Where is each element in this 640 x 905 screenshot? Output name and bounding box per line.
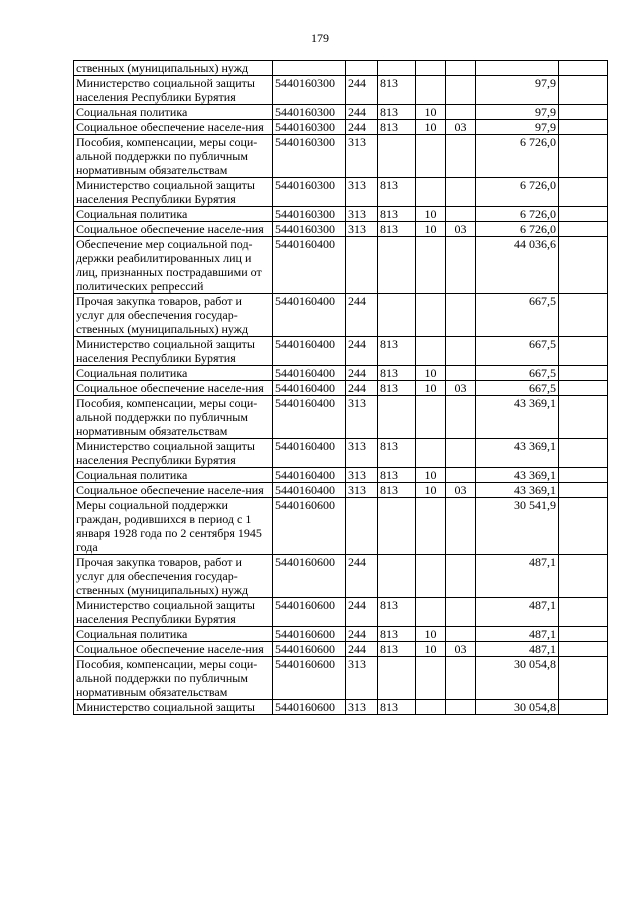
- extra-cell: [559, 237, 608, 294]
- table-row: [74, 294, 608, 337]
- table-row: [74, 366, 608, 381]
- expense-type-cell: 244: [346, 555, 378, 598]
- subsection-cell: [446, 468, 476, 483]
- extra-cell: [559, 396, 608, 439]
- section-cell: [416, 555, 446, 598]
- amount-cell: 43 369,1: [476, 468, 559, 483]
- expense-type-cell: 313: [346, 135, 378, 178]
- target-article-cell: 5440160300: [273, 76, 346, 105]
- section-cell: 10: [416, 627, 446, 642]
- subsection-cell: [446, 105, 476, 120]
- section-cell: [416, 396, 446, 439]
- subsection-cell: [446, 396, 476, 439]
- row-name-cell: Социальное обеспечение населе-ния: [74, 483, 273, 498]
- expense-type-cell: 244: [346, 105, 378, 120]
- section-cell: [416, 657, 446, 700]
- amount-cell: 667,5: [476, 381, 559, 396]
- amount-cell: 44 036,6: [476, 237, 559, 294]
- grbs-cell: 813: [378, 178, 416, 207]
- subsection-cell: 03: [446, 120, 476, 135]
- amount-cell: 43 369,1: [476, 439, 559, 468]
- target-article-cell: 5440160400: [273, 381, 346, 396]
- expense-type-cell: 313: [346, 700, 378, 715]
- budget-table: [73, 60, 608, 715]
- amount-cell: 6 726,0: [476, 135, 559, 178]
- grbs-cell: [378, 555, 416, 598]
- grbs-cell: 813: [378, 222, 416, 237]
- amount-cell: 43 369,1: [476, 483, 559, 498]
- amount-cell: 6 726,0: [476, 178, 559, 207]
- grbs-cell: 813: [378, 207, 416, 222]
- subsection-cell: 03: [446, 222, 476, 237]
- grbs-cell: [378, 135, 416, 178]
- row-name-cell: Социальное обеспечение населе-ния: [74, 222, 273, 237]
- extra-cell: [559, 76, 608, 105]
- grbs-cell: 813: [378, 337, 416, 366]
- table-row: [74, 222, 608, 237]
- extra-cell: [559, 366, 608, 381]
- target-article-cell: 5440160300: [273, 105, 346, 120]
- grbs-cell: 813: [378, 627, 416, 642]
- target-article-cell: 5440160600: [273, 657, 346, 700]
- row-name-cell: Министерство социальной защиты населения Республики Бурятия: [74, 337, 273, 366]
- row-name-cell: Социальная политика: [74, 105, 273, 120]
- table-row: [74, 396, 608, 439]
- row-name-cell: Министерство социальной защиты населения Республики Бурятия: [74, 178, 273, 207]
- target-article-cell: 5440160600: [273, 598, 346, 627]
- table-row: [74, 468, 608, 483]
- table-row: [74, 627, 608, 642]
- target-article-cell: 5440160400: [273, 468, 346, 483]
- target-article-cell: 5440160600: [273, 700, 346, 715]
- table-row: [74, 337, 608, 366]
- row-name-cell: Пособия, компенсации, меры соци-альной поддержки по публичным нормативным обязательствам: [74, 396, 273, 439]
- row-name-cell: ственных (муниципальных) нужд: [74, 61, 273, 76]
- expense-type-cell: 244: [346, 627, 378, 642]
- expense-type-cell: 313: [346, 396, 378, 439]
- row-name-cell: Социальная политика: [74, 468, 273, 483]
- grbs-cell: [378, 294, 416, 337]
- section-cell: 10: [416, 381, 446, 396]
- row-name-cell: Министерство социальной защиты населения Республики Бурятия: [74, 598, 273, 627]
- amount-cell: 487,1: [476, 642, 559, 657]
- extra-cell: [559, 642, 608, 657]
- extra-cell: [559, 555, 608, 598]
- target-article-cell: 5440160400: [273, 483, 346, 498]
- amount-cell: [476, 61, 559, 76]
- section-cell: 10: [416, 207, 446, 222]
- grbs-cell: 813: [378, 642, 416, 657]
- row-name-cell: Министерство социальной защиты: [74, 700, 273, 715]
- extra-cell: [559, 178, 608, 207]
- row-name-cell: Меры социальной поддержки граждан, родившихся в период с 1 января 1928 года по 2 сентября 1945 года: [74, 498, 273, 555]
- page-number: 179: [311, 31, 329, 45]
- target-article-cell: 5440160400: [273, 439, 346, 468]
- grbs-cell: 813: [378, 598, 416, 627]
- row-name-cell: Социальное обеспечение населе-ния: [74, 120, 273, 135]
- expense-type-cell: 244: [346, 366, 378, 381]
- expense-type-cell: 244: [346, 642, 378, 657]
- section-cell: [416, 598, 446, 627]
- extra-cell: [559, 120, 608, 135]
- amount-cell: 97,9: [476, 120, 559, 135]
- extra-cell: [559, 135, 608, 178]
- row-name-cell: Социальная политика: [74, 207, 273, 222]
- target-article-cell: 5440160300: [273, 207, 346, 222]
- table-row: [74, 498, 608, 555]
- table-row: [74, 642, 608, 657]
- subsection-cell: [446, 366, 476, 381]
- expense-type-cell: 244: [346, 120, 378, 135]
- grbs-cell: 813: [378, 381, 416, 396]
- subsection-cell: 03: [446, 483, 476, 498]
- row-name-cell: Министерство социальной защиты населения Республики Бурятия: [74, 439, 273, 468]
- expense-type-cell: 313: [346, 483, 378, 498]
- expense-type-cell: 313: [346, 657, 378, 700]
- subsection-cell: [446, 135, 476, 178]
- subsection-cell: [446, 294, 476, 337]
- subsection-cell: [446, 178, 476, 207]
- section-cell: [416, 498, 446, 555]
- section-cell: 10: [416, 468, 446, 483]
- grbs-cell: [378, 657, 416, 700]
- amount-cell: 30 054,8: [476, 700, 559, 715]
- expense-type-cell: [346, 237, 378, 294]
- expense-type-cell: 313: [346, 468, 378, 483]
- table-row: [74, 237, 608, 294]
- subsection-cell: [446, 237, 476, 294]
- grbs-cell: [378, 237, 416, 294]
- section-cell: 10: [416, 483, 446, 498]
- amount-cell: 30 054,8: [476, 657, 559, 700]
- subsection-cell: [446, 598, 476, 627]
- target-article-cell: 5440160600: [273, 498, 346, 555]
- target-article-cell: 5440160600: [273, 627, 346, 642]
- target-article-cell: 5440160400: [273, 366, 346, 381]
- grbs-cell: 813: [378, 483, 416, 498]
- amount-cell: 30 541,9: [476, 498, 559, 555]
- section-cell: [416, 61, 446, 76]
- extra-cell: [559, 105, 608, 120]
- row-name-cell: Социальная политика: [74, 366, 273, 381]
- table-row: [74, 439, 608, 468]
- section-cell: [416, 337, 446, 366]
- amount-cell: 97,9: [476, 105, 559, 120]
- subsection-cell: 03: [446, 642, 476, 657]
- subsection-cell: [446, 555, 476, 598]
- extra-cell: [559, 598, 608, 627]
- row-name-cell: Социальная политика: [74, 627, 273, 642]
- expense-type-cell: 313: [346, 222, 378, 237]
- section-cell: [416, 294, 446, 337]
- extra-cell: [559, 483, 608, 498]
- extra-cell: [559, 468, 608, 483]
- grbs-cell: [378, 396, 416, 439]
- amount-cell: 6 726,0: [476, 207, 559, 222]
- subsection-cell: [446, 337, 476, 366]
- amount-cell: 667,5: [476, 294, 559, 337]
- section-cell: [416, 700, 446, 715]
- target-article-cell: 5440160300: [273, 178, 346, 207]
- section-cell: [416, 439, 446, 468]
- section-cell: 10: [416, 120, 446, 135]
- grbs-cell: 813: [378, 468, 416, 483]
- extra-cell: [559, 627, 608, 642]
- amount-cell: 6 726,0: [476, 222, 559, 237]
- target-article-cell: 5440160600: [273, 642, 346, 657]
- section-cell: 10: [416, 222, 446, 237]
- table-row: [74, 381, 608, 396]
- extra-cell: [559, 294, 608, 337]
- amount-cell: 43 369,1: [476, 396, 559, 439]
- table-row: [74, 700, 608, 715]
- subsection-cell: [446, 700, 476, 715]
- section-cell: [416, 178, 446, 207]
- target-article-cell: 5440160300: [273, 135, 346, 178]
- row-name-cell: Пособия, компенсации, меры соци-альной поддержки по публичным нормативным обязательствам: [74, 135, 273, 178]
- table-row: [74, 657, 608, 700]
- row-name-cell: Министерство социальной защиты населения Республики Бурятия: [74, 76, 273, 105]
- subsection-cell: [446, 627, 476, 642]
- table-row: [74, 178, 608, 207]
- amount-cell: 97,9: [476, 76, 559, 105]
- target-article-cell: 5440160300: [273, 222, 346, 237]
- row-name-cell: Социальное обеспечение населе-ния: [74, 642, 273, 657]
- extra-cell: [559, 498, 608, 555]
- subsection-cell: [446, 76, 476, 105]
- table-row: [74, 61, 608, 76]
- expense-type-cell: 244: [346, 294, 378, 337]
- section-cell: 10: [416, 366, 446, 381]
- extra-cell: [559, 222, 608, 237]
- section-cell: [416, 76, 446, 105]
- amount-cell: 487,1: [476, 598, 559, 627]
- table-row: [74, 76, 608, 105]
- grbs-cell: 813: [378, 105, 416, 120]
- row-name-cell: Пособия, компенсации, меры соци-альной поддержки по публичным нормативным обязательствам: [74, 657, 273, 700]
- expense-type-cell: 244: [346, 76, 378, 105]
- row-name-cell: Прочая закупка товаров, работ и услуг для обеспечения государ-ственных (муниципальных) нужд: [74, 294, 273, 337]
- extra-cell: [559, 207, 608, 222]
- expense-type-cell: [346, 498, 378, 555]
- row-name-cell: Социальное обеспечение населе-ния: [74, 381, 273, 396]
- target-article-cell: 5440160400: [273, 396, 346, 439]
- subsection-cell: [446, 439, 476, 468]
- table-row: [74, 135, 608, 178]
- grbs-cell: 813: [378, 366, 416, 381]
- grbs-cell: [378, 61, 416, 76]
- target-article-cell: 5440160600: [273, 555, 346, 598]
- grbs-cell: 813: [378, 700, 416, 715]
- amount-cell: 487,1: [476, 627, 559, 642]
- subsection-cell: [446, 61, 476, 76]
- expense-type-cell: 313: [346, 178, 378, 207]
- grbs-cell: 813: [378, 120, 416, 135]
- amount-cell: 667,5: [476, 366, 559, 381]
- section-cell: 10: [416, 642, 446, 657]
- expense-type-cell: [346, 61, 378, 76]
- row-name-cell: Прочая закупка товаров, работ и услуг для обеспечения государ-ственных (муниципальных) нужд: [74, 555, 273, 598]
- row-name-cell: Обеспечение мер социальной под-держки реабилитированных лиц и лиц, признанных пострадавшими от политических репрессий: [74, 237, 273, 294]
- expense-type-cell: 244: [346, 337, 378, 366]
- section-cell: [416, 237, 446, 294]
- target-article-cell: 5440160400: [273, 237, 346, 294]
- extra-cell: [559, 337, 608, 366]
- expense-type-cell: 244: [346, 598, 378, 627]
- subsection-cell: [446, 498, 476, 555]
- target-article-cell: [273, 61, 346, 76]
- extra-cell: [559, 61, 608, 76]
- table-row: [74, 483, 608, 498]
- expense-type-cell: 313: [346, 207, 378, 222]
- expense-type-cell: 313: [346, 439, 378, 468]
- extra-cell: [559, 381, 608, 396]
- subsection-cell: [446, 207, 476, 222]
- target-article-cell: 5440160400: [273, 337, 346, 366]
- amount-cell: 487,1: [476, 555, 559, 598]
- budget-table-body: [74, 61, 608, 715]
- table-row: [74, 207, 608, 222]
- amount-cell: 667,5: [476, 337, 559, 366]
- section-cell: 10: [416, 105, 446, 120]
- table-row: [74, 555, 608, 598]
- grbs-cell: [378, 498, 416, 555]
- grbs-cell: 813: [378, 76, 416, 105]
- table-row: [74, 598, 608, 627]
- extra-cell: [559, 700, 608, 715]
- subsection-cell: 03: [446, 381, 476, 396]
- extra-cell: [559, 439, 608, 468]
- subsection-cell: [446, 657, 476, 700]
- target-article-cell: 5440160300: [273, 120, 346, 135]
- grbs-cell: 813: [378, 439, 416, 468]
- extra-cell: [559, 657, 608, 700]
- table-row: [74, 105, 608, 120]
- target-article-cell: 5440160400: [273, 294, 346, 337]
- expense-type-cell: 244: [346, 381, 378, 396]
- section-cell: [416, 135, 446, 178]
- table-row: [74, 120, 608, 135]
